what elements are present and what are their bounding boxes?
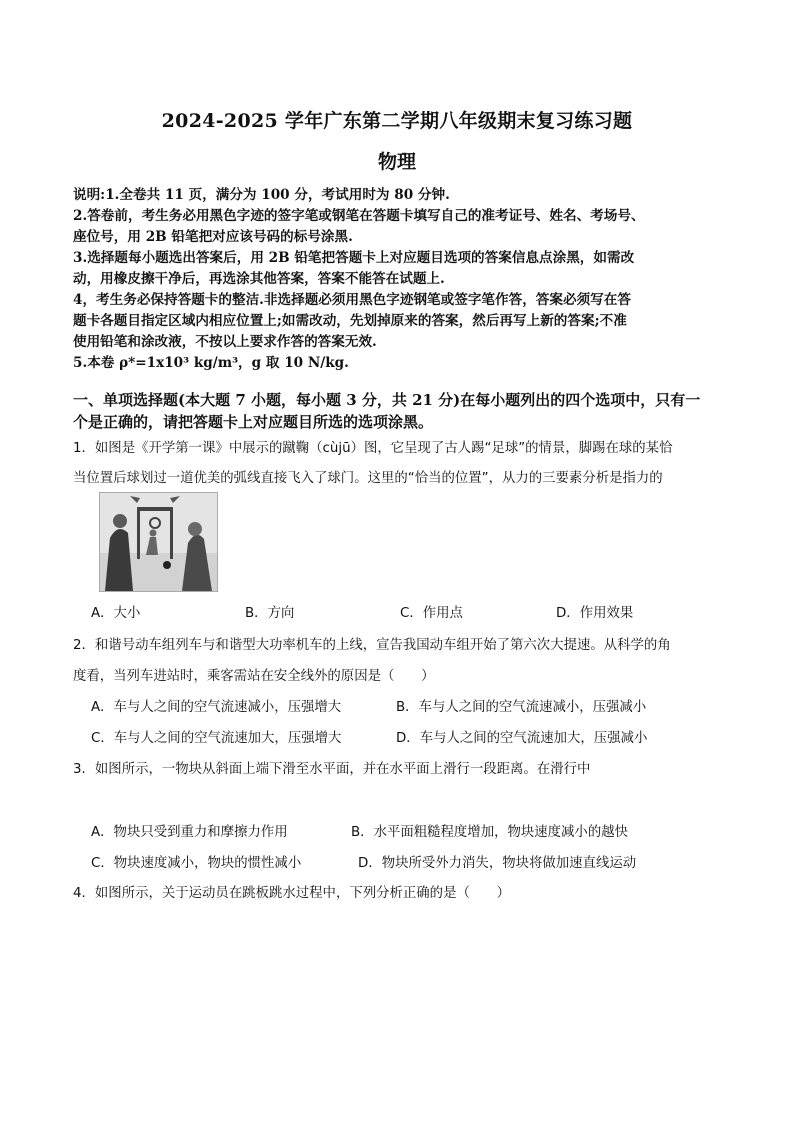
note-line: 说明:1.全卷共 11 页，满分为 100 分，考试用时为 80 分钟. bbox=[73, 187, 450, 203]
cuju-illustration-drawing bbox=[100, 493, 217, 591]
option-d[interactable]: D．作用效果 bbox=[556, 606, 634, 621]
option-a[interactable]: A．大小 bbox=[91, 606, 141, 621]
note-line: 3.选择题每小题选出答案后，用 2B 铅笔把答题卡上对应题目选项的答案信息点涂黑，如需改 bbox=[73, 250, 635, 266]
option-b[interactable]: B．水平面粗糙程度增加，物块速度减小的越快 bbox=[351, 825, 628, 840]
option-c[interactable]: C．作用点 bbox=[400, 606, 463, 621]
option-b[interactable]: B．车与人之间的空气流速减小，压强减小 bbox=[396, 700, 647, 715]
note-line: 动，用橡皮擦干净后，再选涂其他答案，答案不能答在试题上. bbox=[73, 271, 445, 287]
option-c[interactable]: C．车与人之间的空气流速加大，压强增大 bbox=[91, 731, 342, 746]
note-line: 使用铅笔和涂改液，不按以上要求作答的答案无效. bbox=[73, 334, 377, 350]
section-heading-line: 个是正确的，请把答题卡上对应题目所选的选项涂黑。 bbox=[73, 413, 434, 431]
note-line: 2.答卷前，考生务必用黑色字迹的签字笔或钢笔在答题卡填写自己的准考证号、姓名、考场号、 bbox=[73, 208, 645, 224]
note-line: 座位号，用 2B 铅笔把对应该号码的标号涂黑. bbox=[73, 229, 353, 245]
cuju-illustration bbox=[99, 492, 218, 592]
note-line: 题卡各题目指定区域内相应位置上;如需改动，先划掉原来的答案，然后再写上新的答案;不准 bbox=[73, 313, 627, 329]
question-text: 当位置后球划过一道优美的弧线直接飞入了球门。这里的“恰当的位置”，从力的三要素分析是指力的 bbox=[73, 471, 663, 486]
section-heading-line: 一、单项选择题(本大题 7 小题，每小题 3 分，共 21 分)在每小题列出的四个选项中，只有一 bbox=[73, 391, 701, 409]
option-a[interactable]: A．物块只受到重力和摩擦力作用 bbox=[91, 825, 288, 840]
question-text: 2．和谐号动车组列车与和谐型大功率机车的上线，宣告我国动车组开始了第六次大提速。从科学的角 bbox=[73, 638, 671, 653]
note-line: 4，考生务必保持答题卡的整洁.非选择题必须用黑色字迹钢笔或签字笔作答，答案必须写在答 bbox=[73, 292, 631, 308]
option-a[interactable]: A．车与人之间的空气流速减小，压强增大 bbox=[91, 700, 342, 715]
question-text: 4．如图所示，关于运动员在跳板跳水过程中，下列分析正确的是（ ） bbox=[73, 886, 511, 901]
question-text: 3．如图所示，一物块从斜面上端下滑至水平面，并在水平面上滑行一段距离。在滑行中 bbox=[73, 762, 591, 777]
option-d[interactable]: D．车与人之间的空气流速加大，压强减小 bbox=[396, 731, 648, 746]
exam-title: 2024-2025 学年广东第二学期八年级期末复习练习题 bbox=[161, 110, 633, 132]
question-text: 1．如图是《开学第一课》中展示的蹴鞠（cùjū）图，它呈现了古人踢“足球”的情景，脚踢在球的某恰 bbox=[73, 441, 673, 456]
exam-subject: 物理 bbox=[377, 151, 416, 173]
note-line: 5.本卷 ρ*=1x10³ kg/m³，g 取 10 N/kg. bbox=[73, 355, 349, 371]
question-text: 度看，当列车进站时，乘客需站在安全线外的原因是（ ） bbox=[73, 669, 435, 684]
option-d[interactable]: D．物块所受外力消失，物块将做加速直线运动 bbox=[358, 856, 637, 871]
option-c[interactable]: C．物块速度减小，物块的惯性减小 bbox=[91, 856, 302, 871]
option-b[interactable]: B．方向 bbox=[245, 606, 295, 621]
